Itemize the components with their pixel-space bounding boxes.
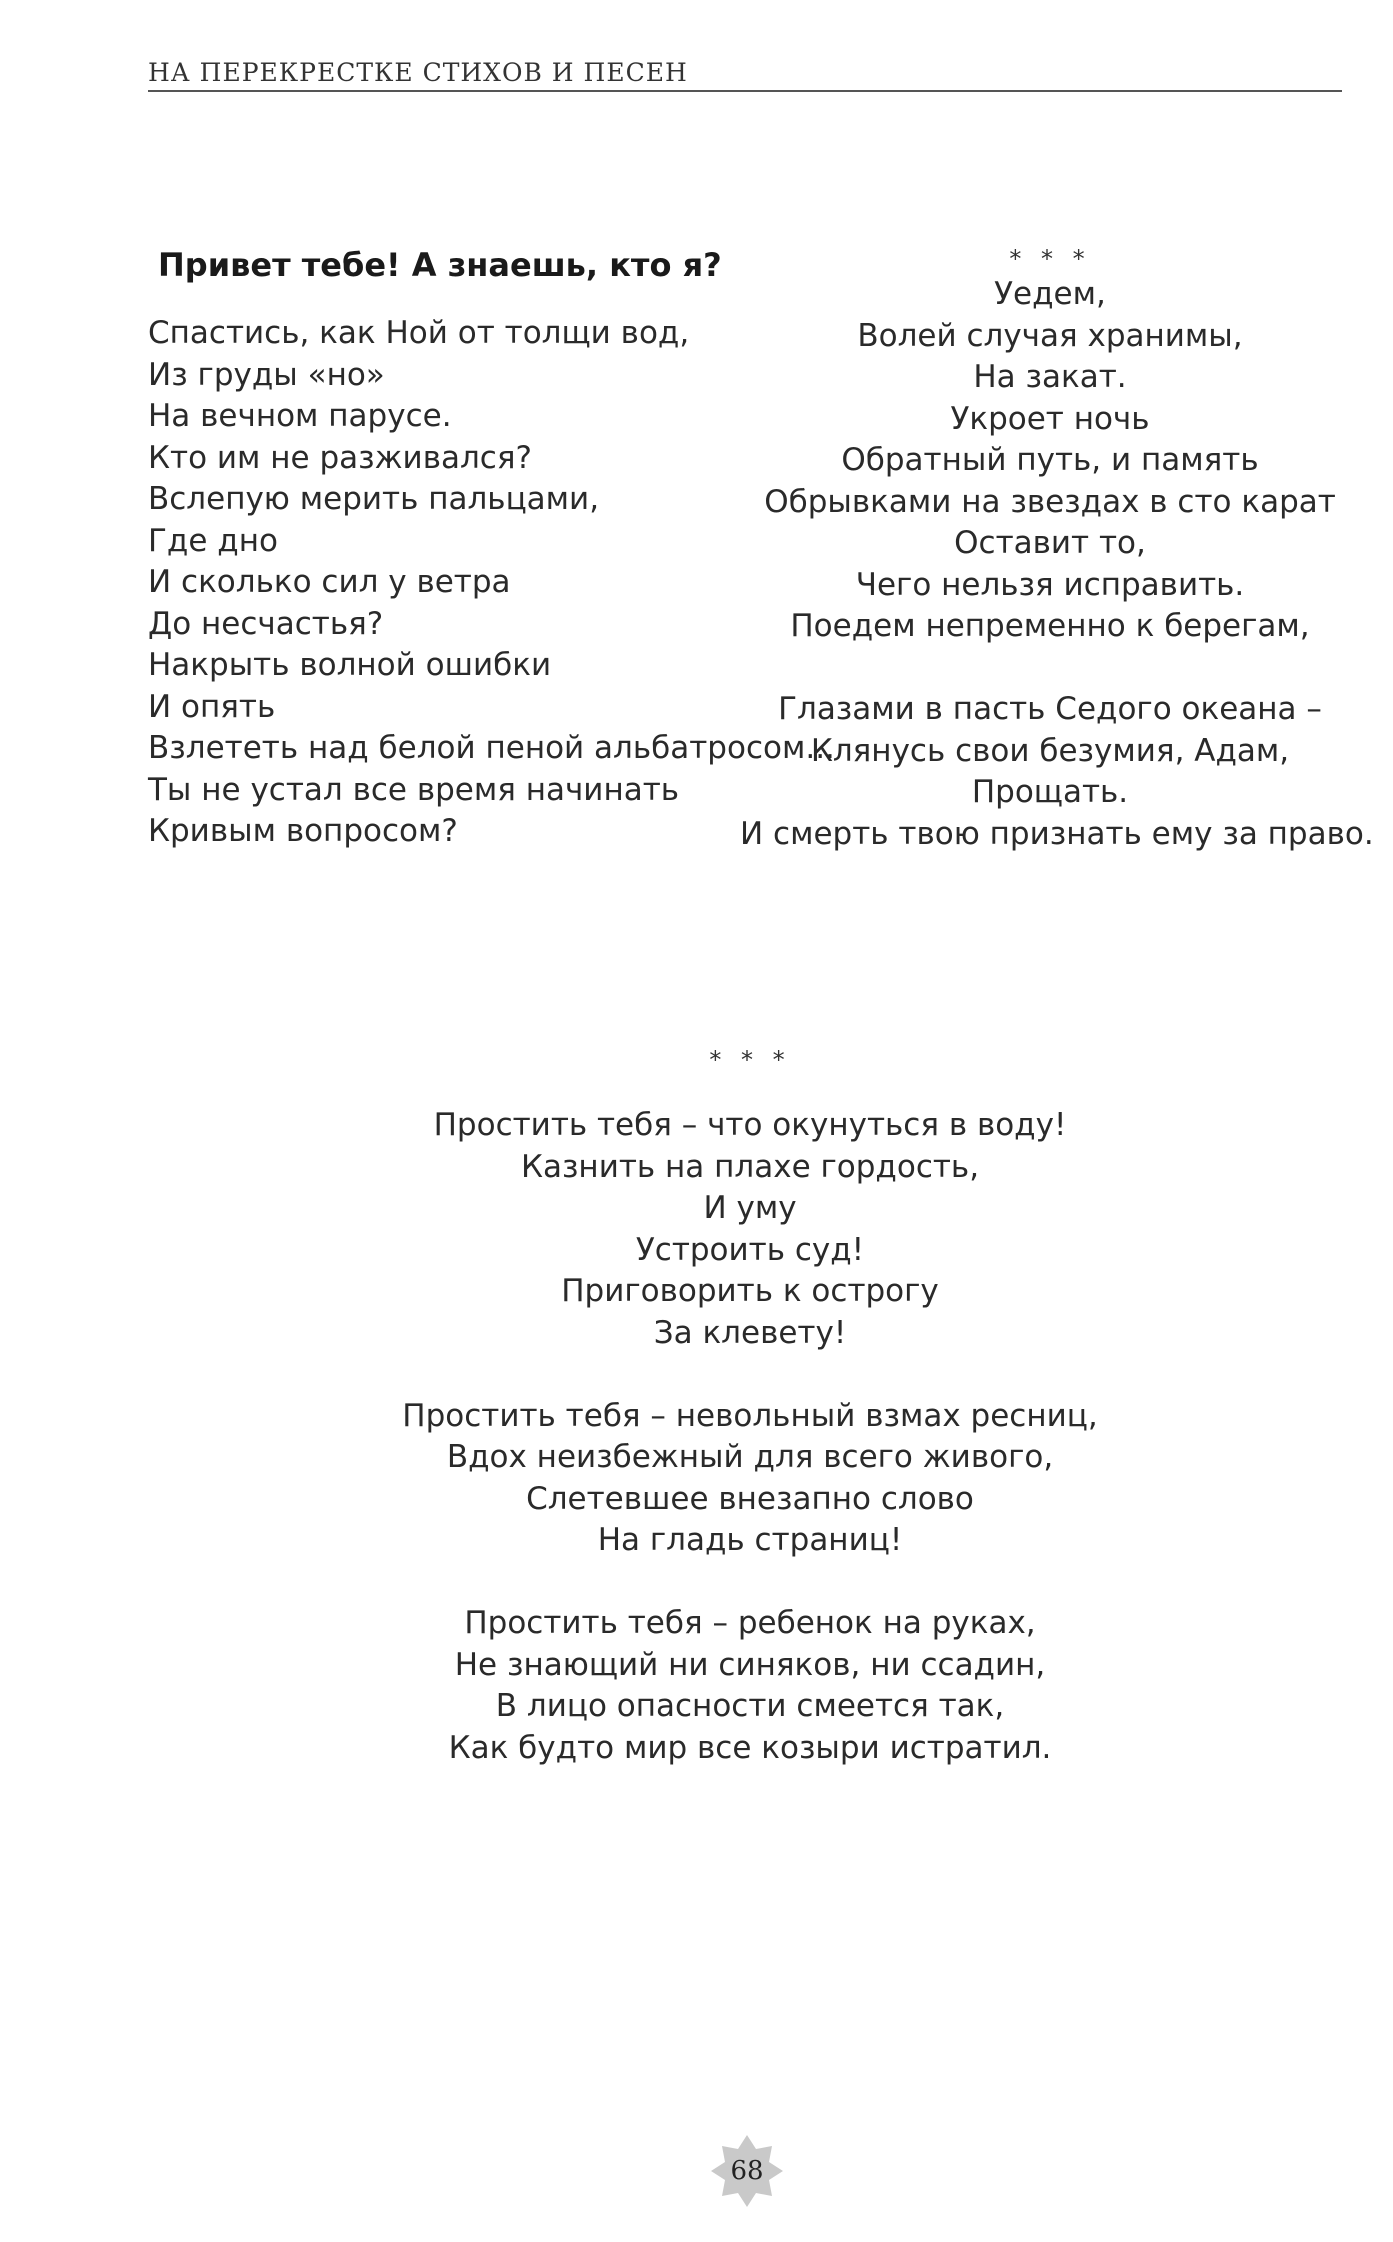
poem-line: Обратный путь, и память [841, 442, 1259, 478]
stanza [350, 1105, 1150, 1354]
poem-line: Кто им не разживался? [148, 439, 532, 476]
poem-right [740, 244, 1374, 855]
poem-line: Где дно [148, 522, 278, 559]
poem-line: Глазами в пасть Седого океана – [778, 691, 1322, 727]
poem-lines [148, 313, 835, 853]
poem-line: Вслепую мерить пальцами, [148, 481, 600, 517]
poem-line: Приговорить к острогу [561, 1273, 939, 1309]
poem-line: Оставит то, [954, 525, 1146, 561]
poem-bottom [350, 1045, 1150, 1769]
poem-line: До несчастья? [148, 605, 384, 642]
poem-line: И уму [703, 1190, 797, 1226]
poem-line: За клевету! [653, 1314, 847, 1351]
running-header: НА ПЕРЕКРЕСТКЕ СТИХОВ И ПЕСЕН [148, 58, 1342, 92]
poem-left [148, 244, 835, 853]
poem-line: Прощать. [971, 774, 1129, 810]
poem-line: Из груды «но» [148, 356, 385, 393]
poem-line: Поедем непременно к берегам, [790, 608, 1310, 644]
page-number-badge [709, 2133, 785, 2209]
poem-line: И смерть твою признать ему за право. [740, 815, 1374, 852]
poem-line: В лицо опасности смеется так, [495, 1688, 1005, 1724]
poem-line: И сколько сил у ветра [148, 564, 511, 600]
poem-line: Спастись, как Ной от толщи вод, [148, 315, 690, 351]
poem-line: Чего нельзя исправить. [855, 566, 1245, 603]
poem-line: На закат. [973, 359, 1127, 395]
poem-title: Привет тебе! А знаешь, кто я? [158, 246, 722, 284]
poem-line: Кривым вопросом? [148, 813, 458, 849]
stanza [350, 1396, 1150, 1562]
poem-line: И опять [148, 688, 276, 725]
poem-line: Простить тебя – что окунуться в воду! [433, 1107, 1067, 1143]
poem-line: На гладь страниц! [597, 1522, 903, 1558]
page-number: 68 [730, 2156, 764, 2186]
poem-line: Простить тебя – ребенок на руках, [464, 1605, 1036, 1641]
poem-line: Простить тебя – невольный взмах ресниц, [402, 1397, 1098, 1434]
section-separator: * * * [1009, 245, 1091, 273]
poem-line: Взлететь над белой пеной альбатросом... [148, 730, 835, 766]
poem-line: Устроить суд! [635, 1231, 865, 1268]
poem-line: Уедем, [994, 276, 1106, 312]
stanza [740, 689, 1374, 855]
poem-line: Накрыть волной ошибки [148, 647, 552, 683]
poem-line: Слетевшее внезапно слово [526, 1480, 974, 1517]
poem-line: Укроет ночь [950, 400, 1150, 437]
poem-line: Как будто мир все козыри истратил. [448, 1729, 1052, 1766]
section-separator: * * * [709, 1046, 791, 1074]
poem-line: Обрывками на звездах в сто карат [764, 483, 1336, 520]
poem-line: Волей случая хранимы, [857, 317, 1243, 354]
poem-line: Казнить на плахе гордость, [520, 1148, 980, 1185]
poem-line: Клянусь свои безумия, Адам, [810, 732, 1290, 769]
poem-line: Не знающий ни синяков, ни ссадин, [454, 1646, 1046, 1683]
poem-line: Ты не устал все время начинать [148, 771, 680, 808]
stanza [350, 1603, 1150, 1769]
poem-line: Вдох неизбежный для всего живого, [446, 1439, 1054, 1475]
poem-line: На вечном парусе. [148, 398, 452, 434]
stanza [740, 274, 1360, 648]
